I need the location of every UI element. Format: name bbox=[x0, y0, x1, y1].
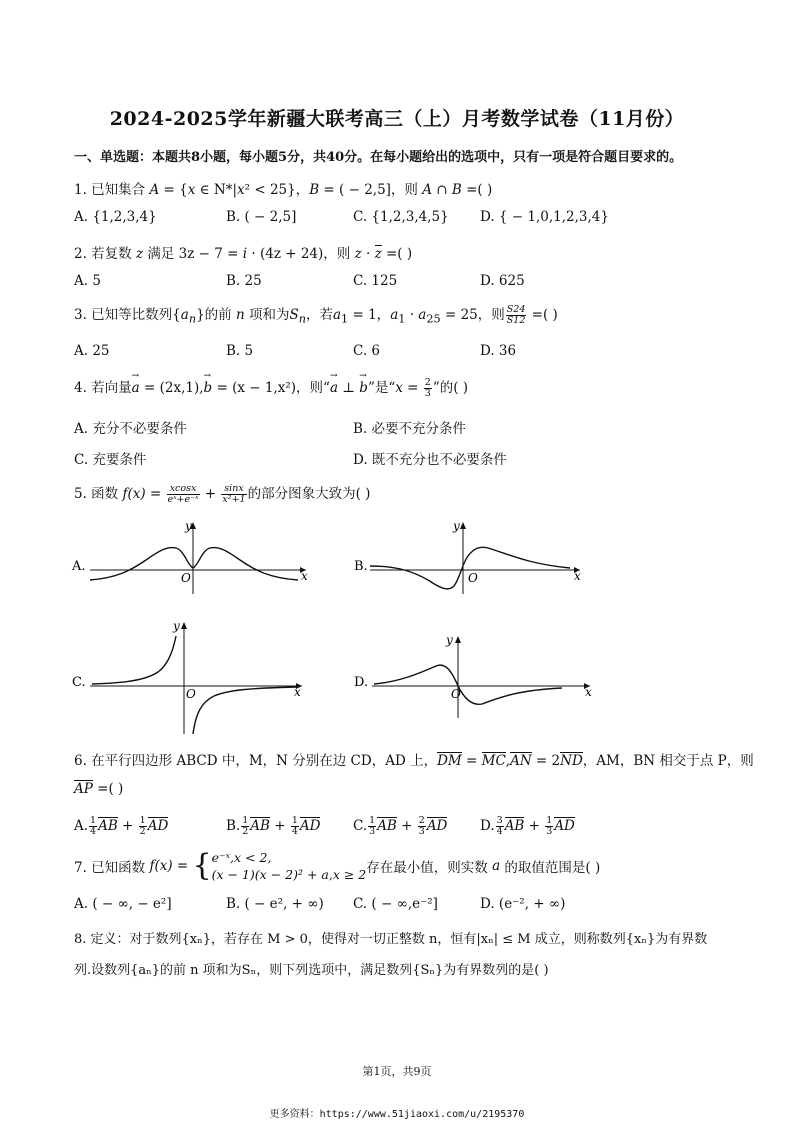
q1-option-d: D. { − 1,0,1,2,3,4} bbox=[480, 209, 609, 225]
page-footer: 第1页，共9页 bbox=[362, 1065, 432, 1078]
q6-option-c: C. $\frac{1}{3}$ AB + $\frac{2}{3}$ AD bbox=[353, 815, 448, 837]
question-5: 5. 函数 f(x) = $\frac{xcosx}{\text{eˣ+e⁻ˣ}}$ + $\frac{\sin x}{\text{x²+1}}$ 的部分图象大致为( ) bbox=[74, 483, 371, 505]
svg-text:O: O bbox=[181, 571, 191, 585]
q1-option-b: B. ( − 2,5] bbox=[226, 209, 297, 225]
graph-c-curve-left bbox=[92, 636, 176, 684]
svg-text:x: x bbox=[574, 569, 581, 583]
section-heading: 一、单选题：本题共8小题，每小题5分，共40分。在每小题给出的选项中，只有一项是符合题目要求的。 bbox=[74, 150, 683, 165]
graph-c-curve-right bbox=[193, 687, 298, 734]
question-7: 7. 已知函数 f(x) = { e⁻ˣ,x < 2, (x − 1)(x − 2)² + a,x ≥ 2 存在最小值，则实数 a 的取值范围是( ) bbox=[74, 848, 601, 883]
question-6: 6. 在平行四边形 ABCD 中，M，N 分别在边 CD，AD 上，DM = MC,AN = 2ND，AM，BN 相交于点 P，则 bbox=[74, 753, 754, 769]
graph-a-label: A. bbox=[72, 559, 86, 574]
question-8-line2: 列.设数列{aₙ}的前 n 项和为Sₙ，则下列选项中，满足数列{Sₙ}为有界数列的是( ) bbox=[74, 963, 549, 978]
q7-option-b: B. ( − e², + ∞) bbox=[226, 896, 324, 912]
question-3: 3. 已知等比数列$\{a_n\}$的前 n 项和为$S_n$，若$a_1 = 1$，$a_1 \cdot a_{25} = 25$，则 $\frac{S24}{S12}$ =( ) bbox=[74, 304, 558, 326]
q7-option-a: A. ( − ∞, − e²] bbox=[74, 896, 172, 912]
question-2: 2. 若复数 z 满足 3z − 7 = i · (4z + 24)，则 z · z =( ) bbox=[74, 246, 413, 262]
svg-text:x: x bbox=[585, 685, 592, 699]
q2-option-a: A. 5 bbox=[74, 273, 101, 289]
q2-option-c: C. 125 bbox=[353, 273, 398, 289]
svg-text:O: O bbox=[451, 687, 461, 701]
graph-d-label: D. bbox=[354, 675, 369, 690]
q6-option-b: B. $\frac{1}{2}$ AB + $\frac{1}{4}$ AD bbox=[226, 815, 321, 837]
graph-c-label: C. bbox=[72, 675, 86, 690]
q6-option-a: A. $\frac{1}{4}$ AB + $\frac{1}{2}$ AD bbox=[74, 815, 169, 837]
q4-option-a: A. 充分不必要条件 bbox=[74, 421, 187, 437]
q3-option-a: A. 25 bbox=[74, 343, 110, 359]
q4-option-d: D. 既不充分也不必要条件 bbox=[353, 452, 507, 468]
q2-option-b: B. 25 bbox=[226, 273, 262, 289]
q1-option-a: A. {1,2,3,4} bbox=[74, 209, 157, 225]
question-6-line2: AP =( ) bbox=[74, 781, 124, 797]
question-4: 4. 若向量 → a = (2x,1), → b = (x − 1,x²)，则“ → a ⊥ → b”是“x = $\frac{2}{3}$ ”的( ) bbox=[74, 371, 469, 399]
graph-d-curve bbox=[374, 665, 562, 704]
q3-option-b: B. 5 bbox=[226, 343, 254, 359]
q2-option-d: D. 625 bbox=[480, 273, 525, 289]
q7-option-c: C. ( − ∞,e⁻²] bbox=[353, 896, 438, 912]
page-title: 2024-2025学年新疆大联考高三（上）月考数学试卷（11月份） bbox=[109, 108, 685, 130]
more-resources-link[interactable]: 更多资料：https://www.51jiaoxi.com/u/2195370 bbox=[269, 1109, 525, 1120]
svg-text:y: y bbox=[453, 519, 460, 533]
graph-option-a bbox=[66, 516, 326, 596]
question-8: 8. 定义：对于数列{xₙ}，若存在 M > 0，使得对一切正整数 n，恒有|xₙ| ≤ M 成立，则称数列{xₙ}为有界数 bbox=[74, 932, 708, 947]
q1-option-c: C. {1,2,3,4,5} bbox=[353, 209, 449, 225]
q6-option-d: D. $\frac{3}{4}$ AB + $\frac{1}{3}$ AD bbox=[480, 815, 575, 837]
graph-b-label: B. bbox=[354, 559, 368, 574]
q4-option-c: C. 充要条件 bbox=[74, 452, 147, 468]
svg-text:O: O bbox=[468, 571, 478, 585]
svg-text:y: y bbox=[185, 519, 192, 533]
svg-text:y: y bbox=[446, 633, 453, 647]
svg-text:O: O bbox=[186, 687, 196, 701]
q4-option-b: B. 必要不充分条件 bbox=[353, 421, 467, 437]
svg-text:x: x bbox=[294, 685, 301, 699]
q3-option-d: D. 36 bbox=[480, 343, 517, 359]
question-1: 1. 已知集合 A = {x ∈ N*|x² < 25}，B = ( − 2,5]，则 A ∩ B =( ) bbox=[74, 182, 493, 198]
graph-option-d bbox=[348, 632, 608, 722]
graph-option-b bbox=[348, 516, 608, 596]
svg-text:y: y bbox=[173, 619, 180, 633]
graph-a-curve bbox=[90, 548, 298, 581]
graph-option-c bbox=[66, 616, 326, 736]
svg-text:x: x bbox=[301, 569, 308, 583]
q7-option-d: D. (e⁻², + ∞) bbox=[480, 896, 566, 912]
q3-option-c: C. 6 bbox=[353, 343, 381, 359]
